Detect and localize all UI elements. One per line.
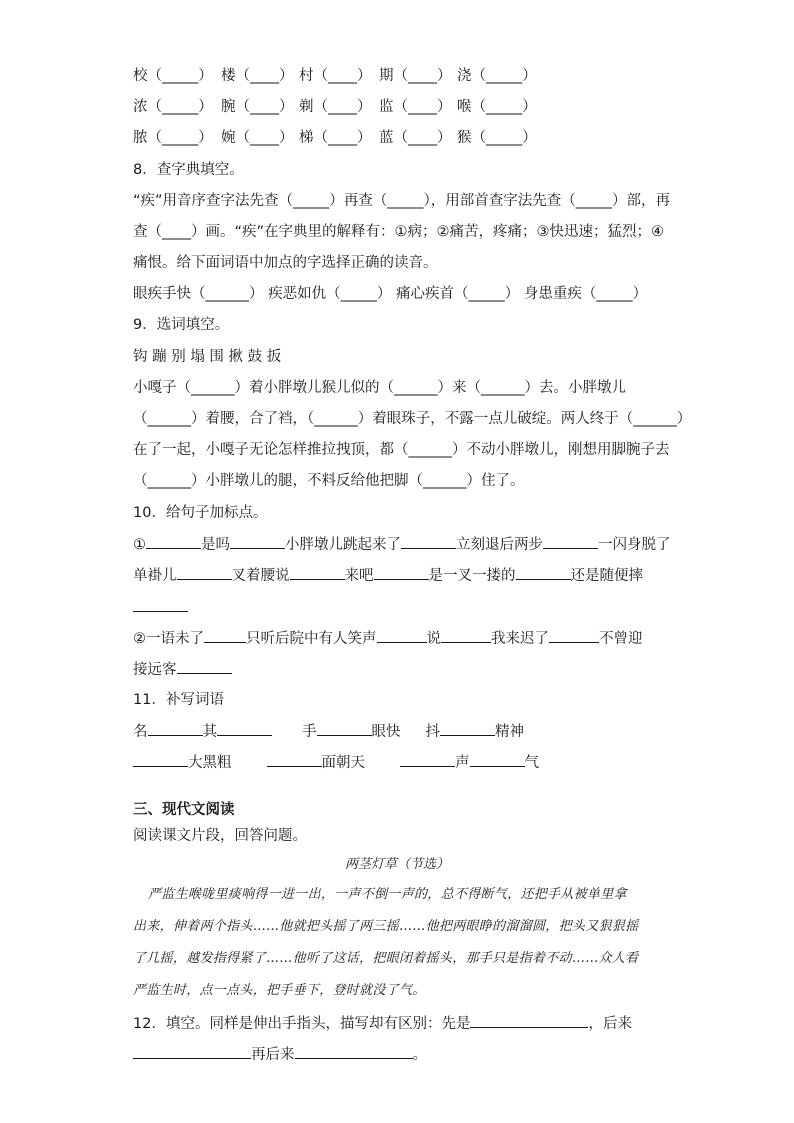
q10-text: 我来迟了 <box>491 631 549 647</box>
blank-line[interactable] <box>549 628 599 643</box>
blank-line[interactable] <box>400 752 455 767</box>
q8-line-2: 查（____）画。“疾”在字典里的解释有：①病；②痛苦，疼痛；③快迅速；猛烈；④ <box>133 224 665 240</box>
char-cell: 喉（_____） <box>457 99 537 115</box>
q12-line-1 <box>133 1013 673 1034</box>
q10-text: 接远客 <box>133 662 177 678</box>
passage-line-2: 出来，伸着两个指头……他就把头摇了两三摇……他把两眼睁的溜溜圆，把头又狠狠摇 <box>133 919 639 934</box>
q10-text: 叉着腰说 <box>231 568 290 584</box>
q10-text: 还是随便摔 <box>570 568 643 584</box>
char-cell: 期（____） <box>379 68 452 84</box>
char-cell: 蓝（____） <box>379 130 452 146</box>
idiom-part: 名 <box>133 724 148 740</box>
blank-line[interactable] <box>177 565 232 580</box>
idiom-part: 眼快 <box>371 724 401 740</box>
blank-line[interactable] <box>177 659 232 674</box>
q8-line-4: 眼疾手快（______） 疾恶如仇（_____） 痛心疾首（_____） 身患重疾（_____） <box>133 286 648 302</box>
q12-text: 再后来 <box>251 1047 295 1063</box>
passage-title: 两茎灯草（节选） <box>344 857 449 872</box>
q10-sentence-1 <box>133 534 673 555</box>
char-row-3 <box>133 128 673 148</box>
q10-sentence-1c <box>133 597 673 618</box>
idiom-part: 手 <box>302 724 317 740</box>
q10-title: 10．给句子加标点。 <box>133 505 268 521</box>
q10-text: 单褂儿 <box>133 568 177 584</box>
section-instruction: 阅读课文片段，回答问题。 <box>133 828 307 844</box>
blank-line[interactable] <box>401 534 456 549</box>
passage-line-3: 了几摇，越发指得紧了……他听了这话，把眼闭着摇头，那手只是指着不动……众人看 <box>133 951 639 966</box>
char-cell: 剃（____） <box>299 99 372 115</box>
q10-text: 不曾迎 <box>599 631 643 647</box>
section-heading: 三、现代文阅读 <box>133 802 235 818</box>
q10-text: 小胖墩儿跳起来了 <box>285 537 401 553</box>
char-cell: 婉（____） <box>221 130 294 146</box>
blank-line[interactable] <box>377 628 427 643</box>
char-cell: 猴（_____） <box>457 130 537 146</box>
char-cell: 腕（____） <box>221 99 294 115</box>
q8-title: 8．查字典填空。 <box>133 162 244 178</box>
idiom-part: 大黑粗 <box>188 755 232 771</box>
char-row-2 <box>133 97 673 117</box>
q12-text: 。 <box>412 1047 427 1063</box>
blank-line[interactable] <box>440 721 495 736</box>
q8-line-3: 痛恨。给下面词语中加点的字选择正确的读音。 <box>133 255 438 271</box>
blank-line[interactable] <box>230 534 285 549</box>
q10-text: 一闪身脱了 <box>598 537 671 553</box>
q10-sentence-2b <box>133 659 673 680</box>
idiom-part: 其 <box>202 724 217 740</box>
blank-line[interactable] <box>516 565 571 580</box>
blank-line[interactable] <box>267 752 322 767</box>
blank-line[interactable] <box>441 628 491 643</box>
q10-text: ②一语未了 <box>133 631 204 647</box>
q9-line-2: （______）着腰，合了裆，（______）着眼珠子，不露一点儿破绽。两人终于（______） <box>133 411 692 427</box>
passage-line-1: 严监生喉咙里痰响得一进一出，一声不倒一声的，总不得断气，还把手从被单里拿 <box>148 887 627 902</box>
char-cell: 浓（_____） <box>133 99 213 115</box>
blank-line[interactable] <box>146 534 201 549</box>
q10-text: 来吧 <box>344 568 374 584</box>
q10-text: 立刻退后两步 <box>456 537 543 553</box>
q9-word-bank: 钩 蹦 别 塌 围 揪 鼓 扳 <box>133 349 282 365</box>
q9-line-4: （______）小胖墩儿的腿，不料反给他把脚（______）住了。 <box>133 473 525 489</box>
q11-row-2 <box>133 752 673 773</box>
idiom-part: 声 <box>455 755 470 771</box>
blank-line[interactable] <box>290 565 345 580</box>
q10-text: 只听后院中有人笑声 <box>246 631 377 647</box>
q12-text: ，后来 <box>588 1016 632 1032</box>
blank-line[interactable] <box>374 565 429 580</box>
char-cell: 校（_____） <box>133 68 213 84</box>
char-cell: 脓（_____） <box>133 130 213 146</box>
q9-line-1: 小嘎子（______）着小胖墩儿猴儿似的（______）来（______）去。小胖墩儿 <box>133 380 626 396</box>
blank-line[interactable] <box>133 752 188 767</box>
q12-line-2 <box>133 1044 673 1065</box>
char-cell: 楼（____） <box>221 68 294 84</box>
blank-line[interactable] <box>317 721 372 736</box>
blank-line[interactable] <box>133 1044 251 1059</box>
q11-title: 11．补写词语 <box>133 692 224 708</box>
q11-row-1 <box>133 721 673 742</box>
idiom-part: 精神 <box>495 724 524 740</box>
blank-line[interactable] <box>148 721 203 736</box>
char-cell: 浇（_____） <box>457 68 537 84</box>
q10-sentence-2 <box>133 628 673 649</box>
q8-line-1: “疾”用音序查字法先查（_____）再查（_____），用部首查字法先查（_____）部，再 <box>133 193 671 209</box>
char-cell: 梯（____） <box>299 130 372 146</box>
passage-line-4: 严监生时，点一点头，把手垂下，登时就没了气。 <box>133 983 426 998</box>
idiom-part: 面朝天 <box>321 755 365 771</box>
q12-text: 12．填空。同样是伸出手指头，描写却有区别：先是 <box>133 1016 471 1032</box>
q10-text: 是吗 <box>201 537 230 553</box>
char-row-1 <box>133 66 673 86</box>
idiom-part: 抖 <box>425 724 440 740</box>
q9-line-3: 在了一起，小嘎子无论怎样推拉拽顶，都（______）不动小胖墩儿，刚想用脚腕子去 <box>133 442 670 458</box>
char-cell: 村（____） <box>299 68 372 84</box>
q10-sentence-1b <box>133 565 673 586</box>
q9-title: 9．选词填空。 <box>133 317 230 333</box>
blank-line[interactable] <box>217 721 272 736</box>
q10-text: 说 <box>426 631 441 647</box>
blank-line[interactable] <box>470 752 525 767</box>
q10-text: 是一叉一搂的 <box>428 568 516 584</box>
blank-line[interactable] <box>133 597 188 612</box>
q10-text: ① <box>133 537 146 553</box>
idiom-part: 气 <box>524 755 539 771</box>
blank-line[interactable] <box>543 534 598 549</box>
blank-line[interactable] <box>204 628 246 643</box>
blank-line[interactable] <box>470 1013 588 1028</box>
blank-line[interactable] <box>295 1044 413 1059</box>
char-cell: 监（____） <box>379 99 452 115</box>
